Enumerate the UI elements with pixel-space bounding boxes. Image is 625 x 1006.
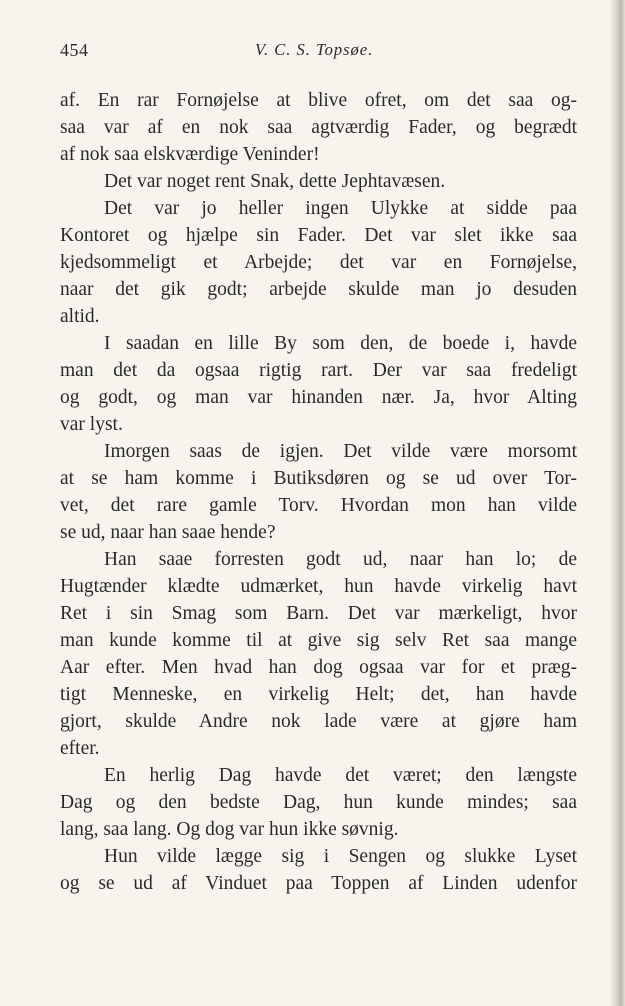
text-line: gjort, skulde Andre nok lade være at gjøre ham — [60, 711, 577, 732]
running-head — [60, 40, 580, 64]
text-line: En herlig Dag havde det været; den længste — [104, 765, 577, 786]
body-text — [60, 87, 577, 897]
text-line: vet, det rare gamle Torv. Hvordan mon han vilde — [60, 495, 577, 516]
text-line: kjedsommeligt et Arbejde; det var en Fornøjelse, — [60, 252, 577, 273]
text-line: og godt, og man var hinanden nær. Ja, hvor Alting — [60, 387, 577, 408]
text-line: Det var noget rent Snak, dette Jephtavæsen. — [104, 171, 446, 192]
text-line: Ret i sin Smag som Barn. Det var mærkeligt, hvor — [60, 603, 577, 624]
page-edge — [611, 0, 625, 1006]
text-line: Aar efter. Men hvad han dog ogsaa var for et præg- — [60, 657, 577, 678]
page-number: 454 — [60, 40, 89, 60]
text-line: Dag og den bedste Dag, hun kunde mindes; saa — [60, 792, 577, 813]
text-line: Det var jo heller ingen Ulykke at sidde paa — [104, 198, 577, 219]
text-line: efter. — [60, 738, 100, 759]
text-line: og se ud af Vinduet paa Toppen af Linden udenfor — [60, 873, 577, 894]
text-line: altid. — [60, 306, 100, 327]
text-line: Imorgen saas de igjen. Det vilde være morsomt — [104, 441, 577, 462]
text-line: af. En rar Fornøjelse at blive ofret, om det saa og- — [60, 90, 577, 111]
running-title: V. C. S. Topsøe. — [255, 40, 374, 59]
text-line: Han saae forresten godt ud, naar han lo; de — [104, 549, 577, 570]
text-line: saa var af en nok saa agtværdig Fader, og begrædt — [60, 117, 577, 138]
text-line: Kontoret og hjælpe sin Fader. Det var slet ikke saa — [60, 225, 577, 246]
text-line: var lyst. — [60, 414, 123, 435]
text-line: Hugtænder klædte udmærket, hun havde virkelig havt — [60, 576, 577, 597]
text-line: Hun vilde lægge sig i Sengen og slukke Lyset — [104, 846, 577, 867]
text-line: lang, saa lang. Og dog var hun ikke søvnig. — [60, 819, 399, 840]
text-line: at se ham komme i Butiksdøren og se ud over Tor- — [60, 468, 577, 489]
text-line: man det da ogsaa rigtig rart. Der var saa fredeligt — [60, 360, 577, 381]
text-line: man kunde komme til at give sig selv Ret saa mange — [60, 630, 577, 651]
text-line: naar det gik godt; arbejde skulde man jo desuden — [60, 279, 577, 300]
text-line: tigt Menneske, en virkelig Helt; det, han havde — [60, 684, 577, 705]
text-line: I saadan en lille By som den, de boede i, havde — [104, 333, 577, 354]
text-line: se ud, naar han saae hende? — [60, 522, 276, 543]
text-line: af nok saa elskværdige Veninder! — [60, 144, 320, 165]
